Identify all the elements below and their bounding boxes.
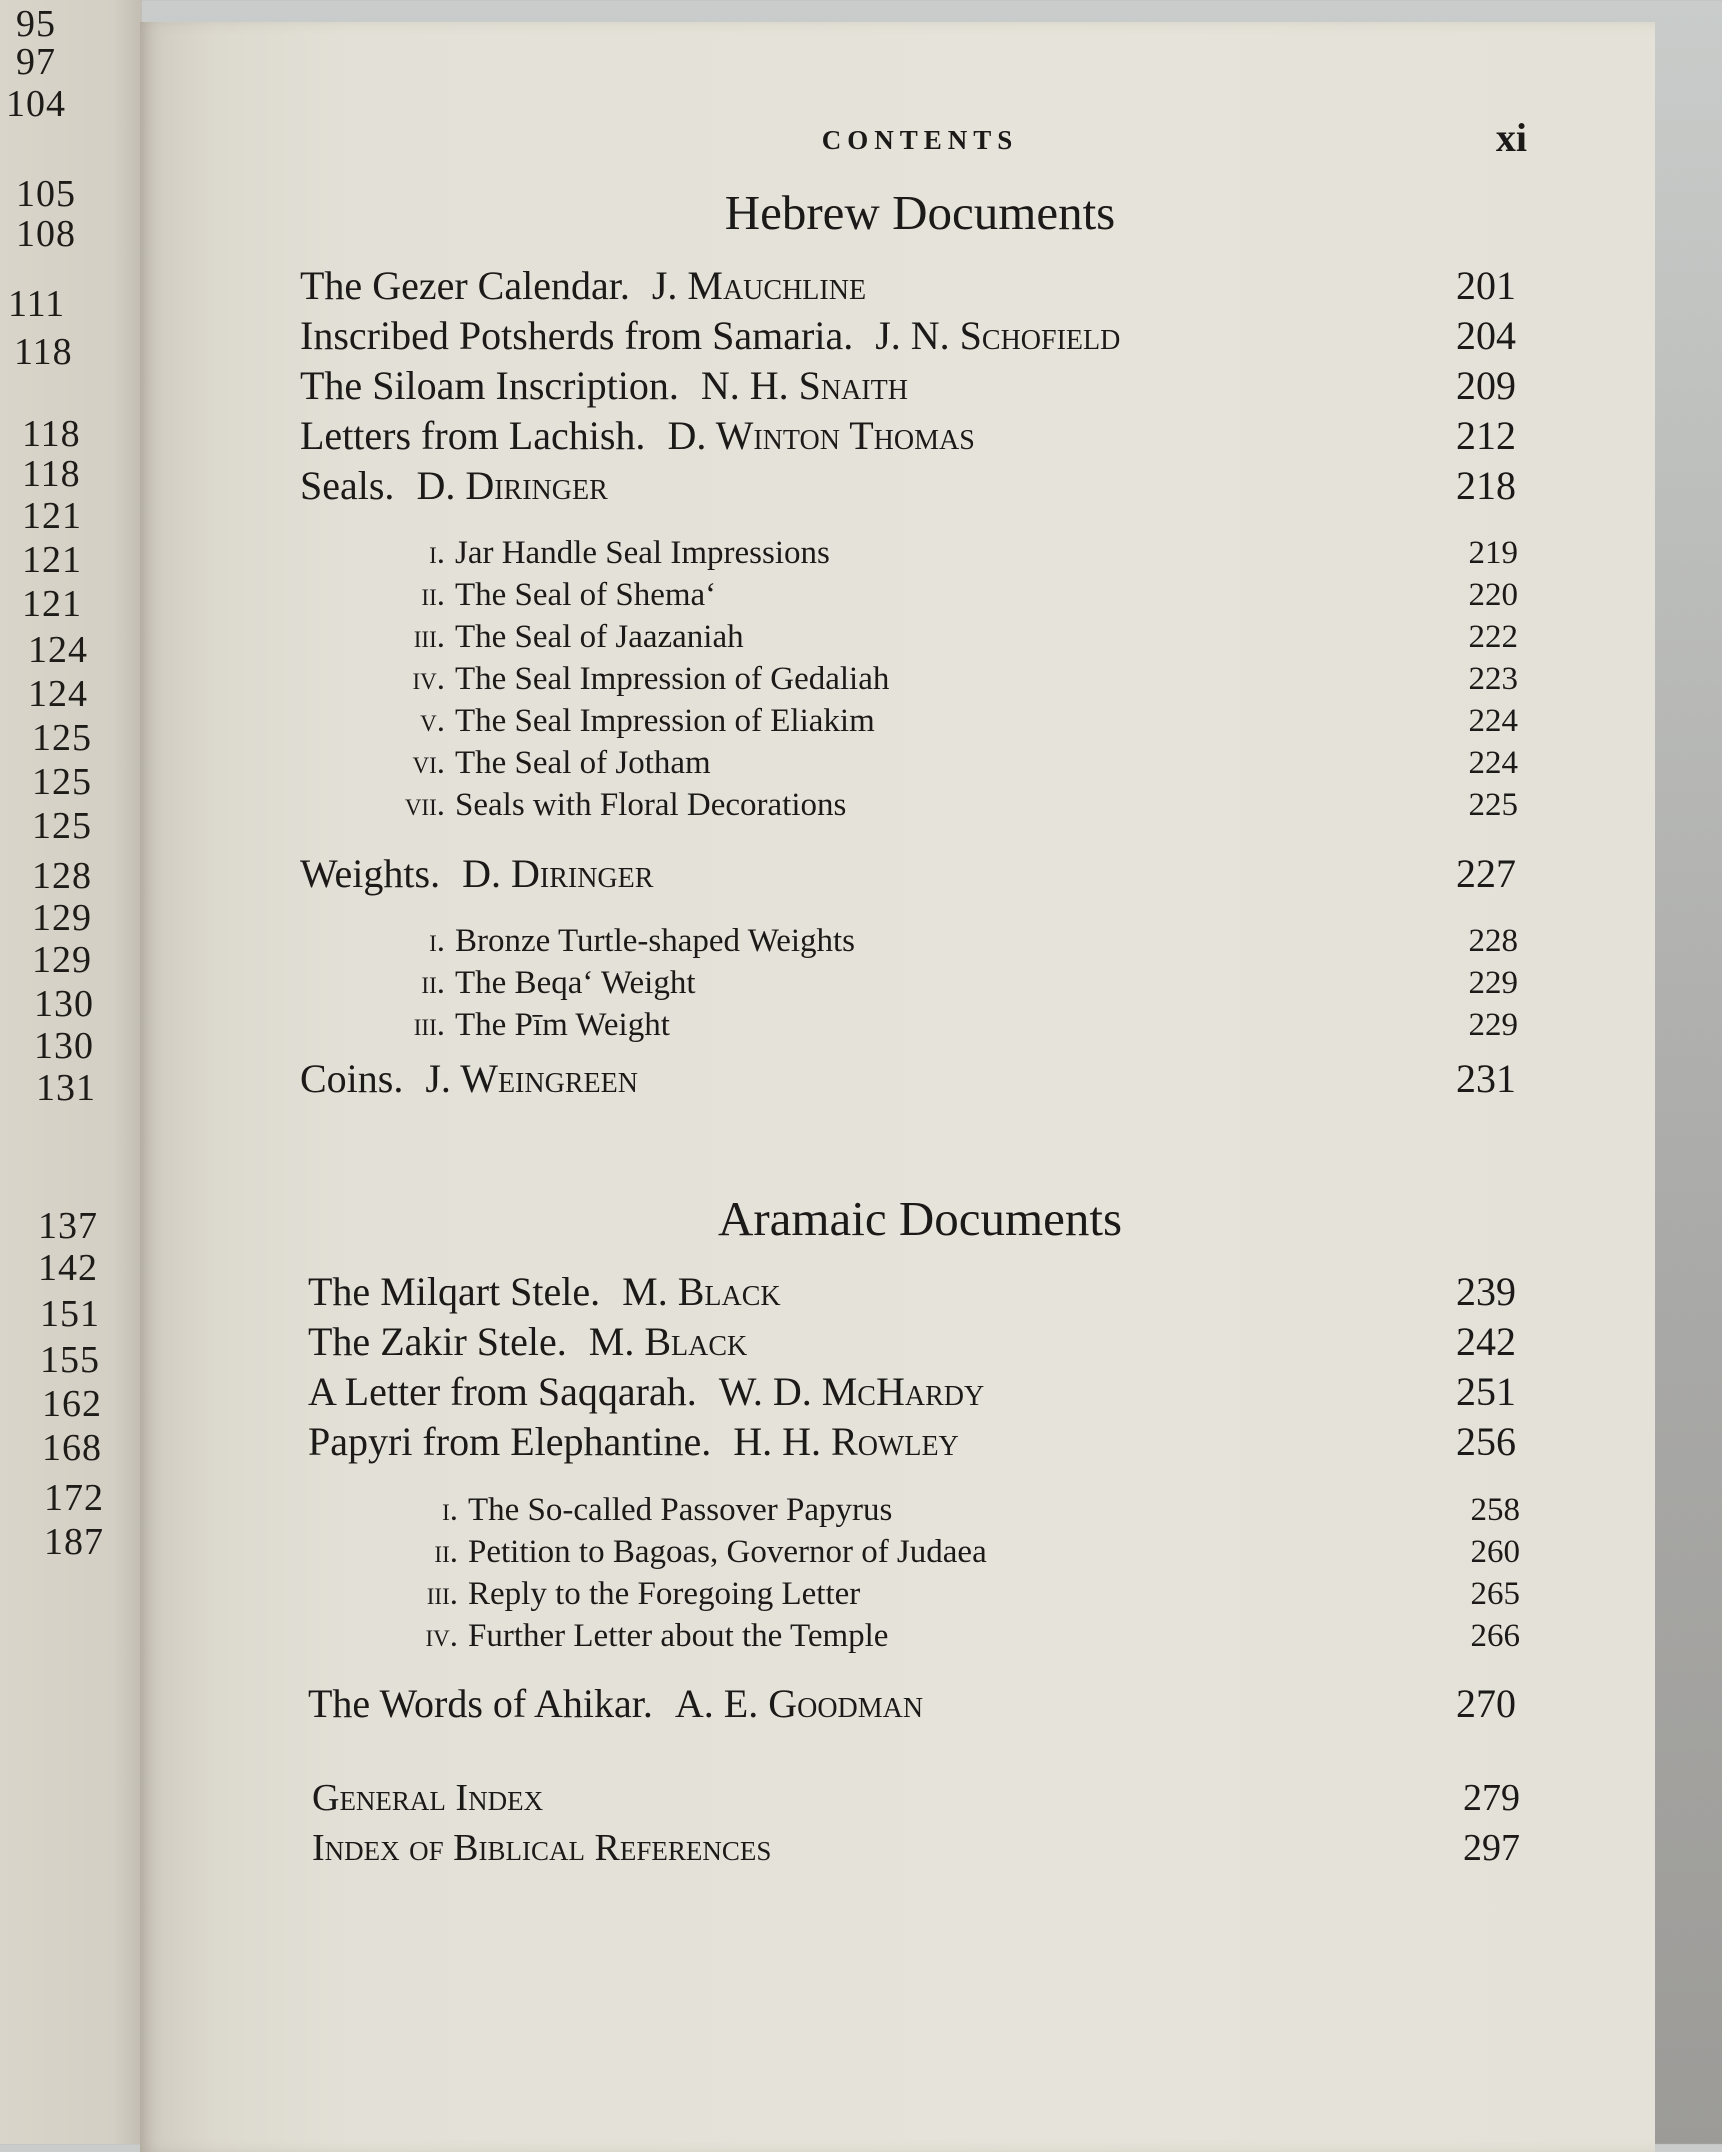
entry-author: H. H. Rowley	[733, 1419, 959, 1464]
toc-subentry[interactable]	[375, 661, 1575, 698]
subentry-title: The Seal Impression of Gedaliah	[455, 661, 890, 697]
toc-subentry[interactable]	[375, 787, 1575, 824]
toc-entry[interactable]	[308, 1680, 1516, 1727]
margin-page-number: 121	[22, 495, 82, 537]
index-title: Index of Biblical References	[312, 1827, 772, 1869]
margin-page-number: 121	[22, 539, 82, 581]
margin-page-number: 142	[38, 1247, 98, 1289]
entry-author: J. Mauchline	[651, 263, 867, 308]
margin-page-number: 128	[32, 855, 92, 897]
entry-author: N. H. Snaith	[700, 363, 908, 408]
subentry-numeral: i.	[429, 923, 445, 959]
subentry-page-number: 265	[1470, 1576, 1520, 1612]
subentry-page-number: 224	[1468, 745, 1518, 781]
toc-subentry[interactable]	[375, 619, 1575, 656]
subentry-title: The So-called Passover Papyrus	[468, 1492, 893, 1528]
margin-page-number: 111	[8, 283, 66, 325]
margin-page-number: 125	[32, 761, 92, 803]
margin-page-number: 130	[34, 1025, 94, 1067]
margin-page-number: 118	[22, 453, 81, 495]
margin-page-number: 129	[32, 939, 92, 981]
margin-page-number: 104	[6, 83, 66, 125]
toc-entry[interactable]	[308, 1268, 1516, 1315]
subentry-title: Reply to the Foregoing Letter	[468, 1576, 861, 1612]
toc-subentry[interactable]	[375, 923, 1575, 960]
subentry-numeral: vi.	[412, 745, 445, 781]
entry-page-number: 231	[1456, 1056, 1516, 1101]
entry-page-number: 256	[1456, 1419, 1516, 1464]
entry-title: The Zakir Stele.	[308, 1319, 567, 1364]
toc-subentry[interactable]	[388, 1618, 1588, 1655]
margin-page-number: 168	[42, 1427, 102, 1469]
subentry-numeral: iii.	[413, 619, 445, 655]
margin-page-number: 172	[44, 1477, 104, 1519]
margin-page-number: 108	[16, 213, 76, 255]
subentry-page-number: 228	[1468, 923, 1518, 959]
subentry-page-number: 220	[1468, 577, 1518, 613]
entry-title: The Milqart Stele.	[308, 1269, 601, 1314]
margin-page-number: 124	[28, 629, 88, 671]
entry-author: W. D. McHardy	[718, 1369, 985, 1414]
toc-entry[interactable]	[308, 1418, 1516, 1465]
subentry-title: The Seal of Jotham	[455, 745, 711, 781]
entry-author: D. Diringer	[462, 851, 654, 896]
margin-page-number: 125	[32, 717, 92, 759]
margin-page-number: 105	[16, 173, 76, 215]
toc-entry[interactable]	[308, 1368, 1516, 1415]
margin-page-number: 187	[44, 1521, 104, 1563]
entry-page-number: 218	[1456, 463, 1516, 508]
subentry-numeral: iv.	[412, 661, 445, 697]
entry-author: J. N. Schofield	[875, 313, 1121, 358]
section-heading: Aramaic Documents	[717, 1191, 1123, 1246]
entry-page-number: 227	[1456, 851, 1516, 896]
entry-title: Letters from Lachish.	[300, 413, 646, 458]
subentry-page-number: 258	[1470, 1492, 1520, 1528]
subentry-title: The Seal of Shema‘	[455, 577, 717, 613]
subentry-numeral: vii.	[404, 787, 445, 823]
margin-page-number: 130	[34, 983, 94, 1025]
contents-page	[140, 22, 1655, 2152]
subentry-title: Seals with Floral Decorations	[455, 787, 847, 823]
folio-page-number: xi	[1495, 115, 1527, 160]
subentry-page-number: 224	[1468, 703, 1518, 739]
entry-author: M. Black	[622, 1269, 781, 1314]
margin-page-number: 151	[40, 1293, 100, 1335]
toc-subentry[interactable]	[375, 703, 1575, 740]
toc-subentry[interactable]	[375, 745, 1575, 782]
subentry-numeral: ii.	[421, 577, 445, 613]
subentry-page-number: 260	[1470, 1534, 1520, 1570]
entry-title: Seals.	[300, 463, 395, 508]
subentry-page-number: 225	[1468, 787, 1518, 823]
margin-page-number: 125	[32, 805, 92, 847]
entry-page-number: 242	[1456, 1319, 1516, 1364]
subentry-numeral: i.	[429, 535, 445, 571]
entry-page-number: 209	[1456, 363, 1516, 408]
subentry-numeral: iii.	[426, 1576, 458, 1612]
subentry-numeral: iii.	[413, 1007, 445, 1043]
margin-page-number: 155	[40, 1339, 100, 1381]
entry-author: D. Winton Thomas	[667, 413, 975, 458]
toc-entry[interactable]	[300, 312, 1516, 359]
index-page-number: 279	[1463, 1777, 1520, 1819]
entry-page-number: 212	[1456, 413, 1516, 458]
subentry-title: The Seal of Jaazaniah	[455, 619, 744, 655]
entry-page-number: 251	[1456, 1369, 1516, 1414]
margin-page-number: 124	[28, 673, 88, 715]
entry-page-number: 270	[1456, 1681, 1516, 1726]
section-heading: Hebrew Documents	[724, 185, 1116, 240]
entry-title: The Siloam Inscription.	[300, 363, 679, 408]
subentry-page-number: 223	[1468, 661, 1518, 697]
index-page-number: 297	[1463, 1827, 1520, 1869]
margin-page-number: 137	[38, 1205, 98, 1247]
subentry-numeral: v.	[420, 703, 445, 739]
toc-subentry[interactable]	[375, 1007, 1575, 1044]
subentry-title: Jar Handle Seal Impressions	[455, 535, 830, 571]
toc-subentry[interactable]	[375, 577, 1575, 614]
toc-subentry[interactable]	[375, 535, 1575, 572]
previous-page-edge	[0, 0, 142, 2144]
subentry-page-number: 229	[1468, 965, 1518, 1001]
subentry-page-number: 222	[1468, 619, 1518, 655]
toc-entry[interactable]	[300, 362, 1516, 409]
margin-page-number: 121	[22, 583, 82, 625]
subentry-page-number: 219	[1468, 535, 1518, 571]
entry-page-number: 201	[1456, 263, 1516, 308]
entry-title: A Letter from Saqqarah.	[308, 1369, 697, 1414]
margin-page-number: 97	[16, 41, 56, 83]
entry-page-number: 204	[1456, 313, 1516, 358]
entry-title: Weights.	[300, 851, 441, 896]
subentry-title: The Beqa‘ Weight	[455, 965, 696, 1001]
toc-entry[interactable]	[300, 850, 1516, 897]
entry-author: M. Black	[588, 1319, 748, 1364]
toc-entry[interactable]	[300, 412, 1516, 459]
margin-page-number: 118	[22, 413, 81, 455]
toc-subentry[interactable]	[388, 1576, 1588, 1613]
entry-title: Papyri from Elephantine.	[308, 1419, 712, 1464]
toc-subentry[interactable]	[388, 1534, 1588, 1571]
margin-page-number: 129	[32, 897, 92, 939]
entry-title: The Words of Ahikar.	[308, 1681, 653, 1726]
index-entry[interactable]	[312, 1776, 1520, 1820]
entry-title: Coins.	[300, 1056, 404, 1101]
entry-author: A. E. Goodman	[674, 1681, 924, 1726]
subentry-numeral: i.	[442, 1492, 458, 1528]
toc-entry[interactable]	[300, 262, 1516, 309]
toc-entry[interactable]	[300, 462, 1516, 509]
entry-author: J. Weingreen	[425, 1056, 638, 1101]
subentry-title: Petition to Bagoas, Governor of Judaea	[468, 1534, 987, 1570]
running-head: CONTENTS	[821, 125, 1019, 155]
index-entry[interactable]	[312, 1826, 1520, 1870]
index-title: General Index	[312, 1777, 544, 1819]
entry-title: Inscribed Potsherds from Samaria.	[300, 313, 854, 358]
entry-author: D. Diringer	[416, 463, 608, 508]
margin-page-number: 95	[16, 3, 56, 45]
toc-subentry[interactable]	[375, 965, 1575, 1002]
subentry-title: The Seal Impression of Eliakim	[455, 703, 875, 739]
subentry-page-number: 229	[1468, 1007, 1518, 1043]
subentry-page-number: 266	[1470, 1618, 1520, 1654]
subentry-numeral: ii.	[421, 965, 445, 1001]
margin-page-number: 162	[42, 1383, 102, 1425]
subentry-title: Further Letter about the Temple	[468, 1618, 889, 1654]
subentry-numeral: iv.	[425, 1618, 458, 1654]
margin-page-number: 131	[36, 1067, 96, 1109]
subentry-numeral: ii.	[434, 1534, 458, 1570]
margin-page-number: 118	[14, 331, 73, 373]
toc-entry[interactable]	[300, 1055, 1516, 1102]
entry-title: The Gezer Calendar.	[300, 263, 630, 308]
toc-subentry[interactable]	[388, 1492, 1588, 1529]
subentry-title: Bronze Turtle-shaped Weights	[455, 923, 856, 959]
entry-page-number: 239	[1456, 1269, 1516, 1314]
subentry-title: The Pīm Weight	[455, 1007, 670, 1043]
toc-entry[interactable]	[308, 1318, 1516, 1365]
